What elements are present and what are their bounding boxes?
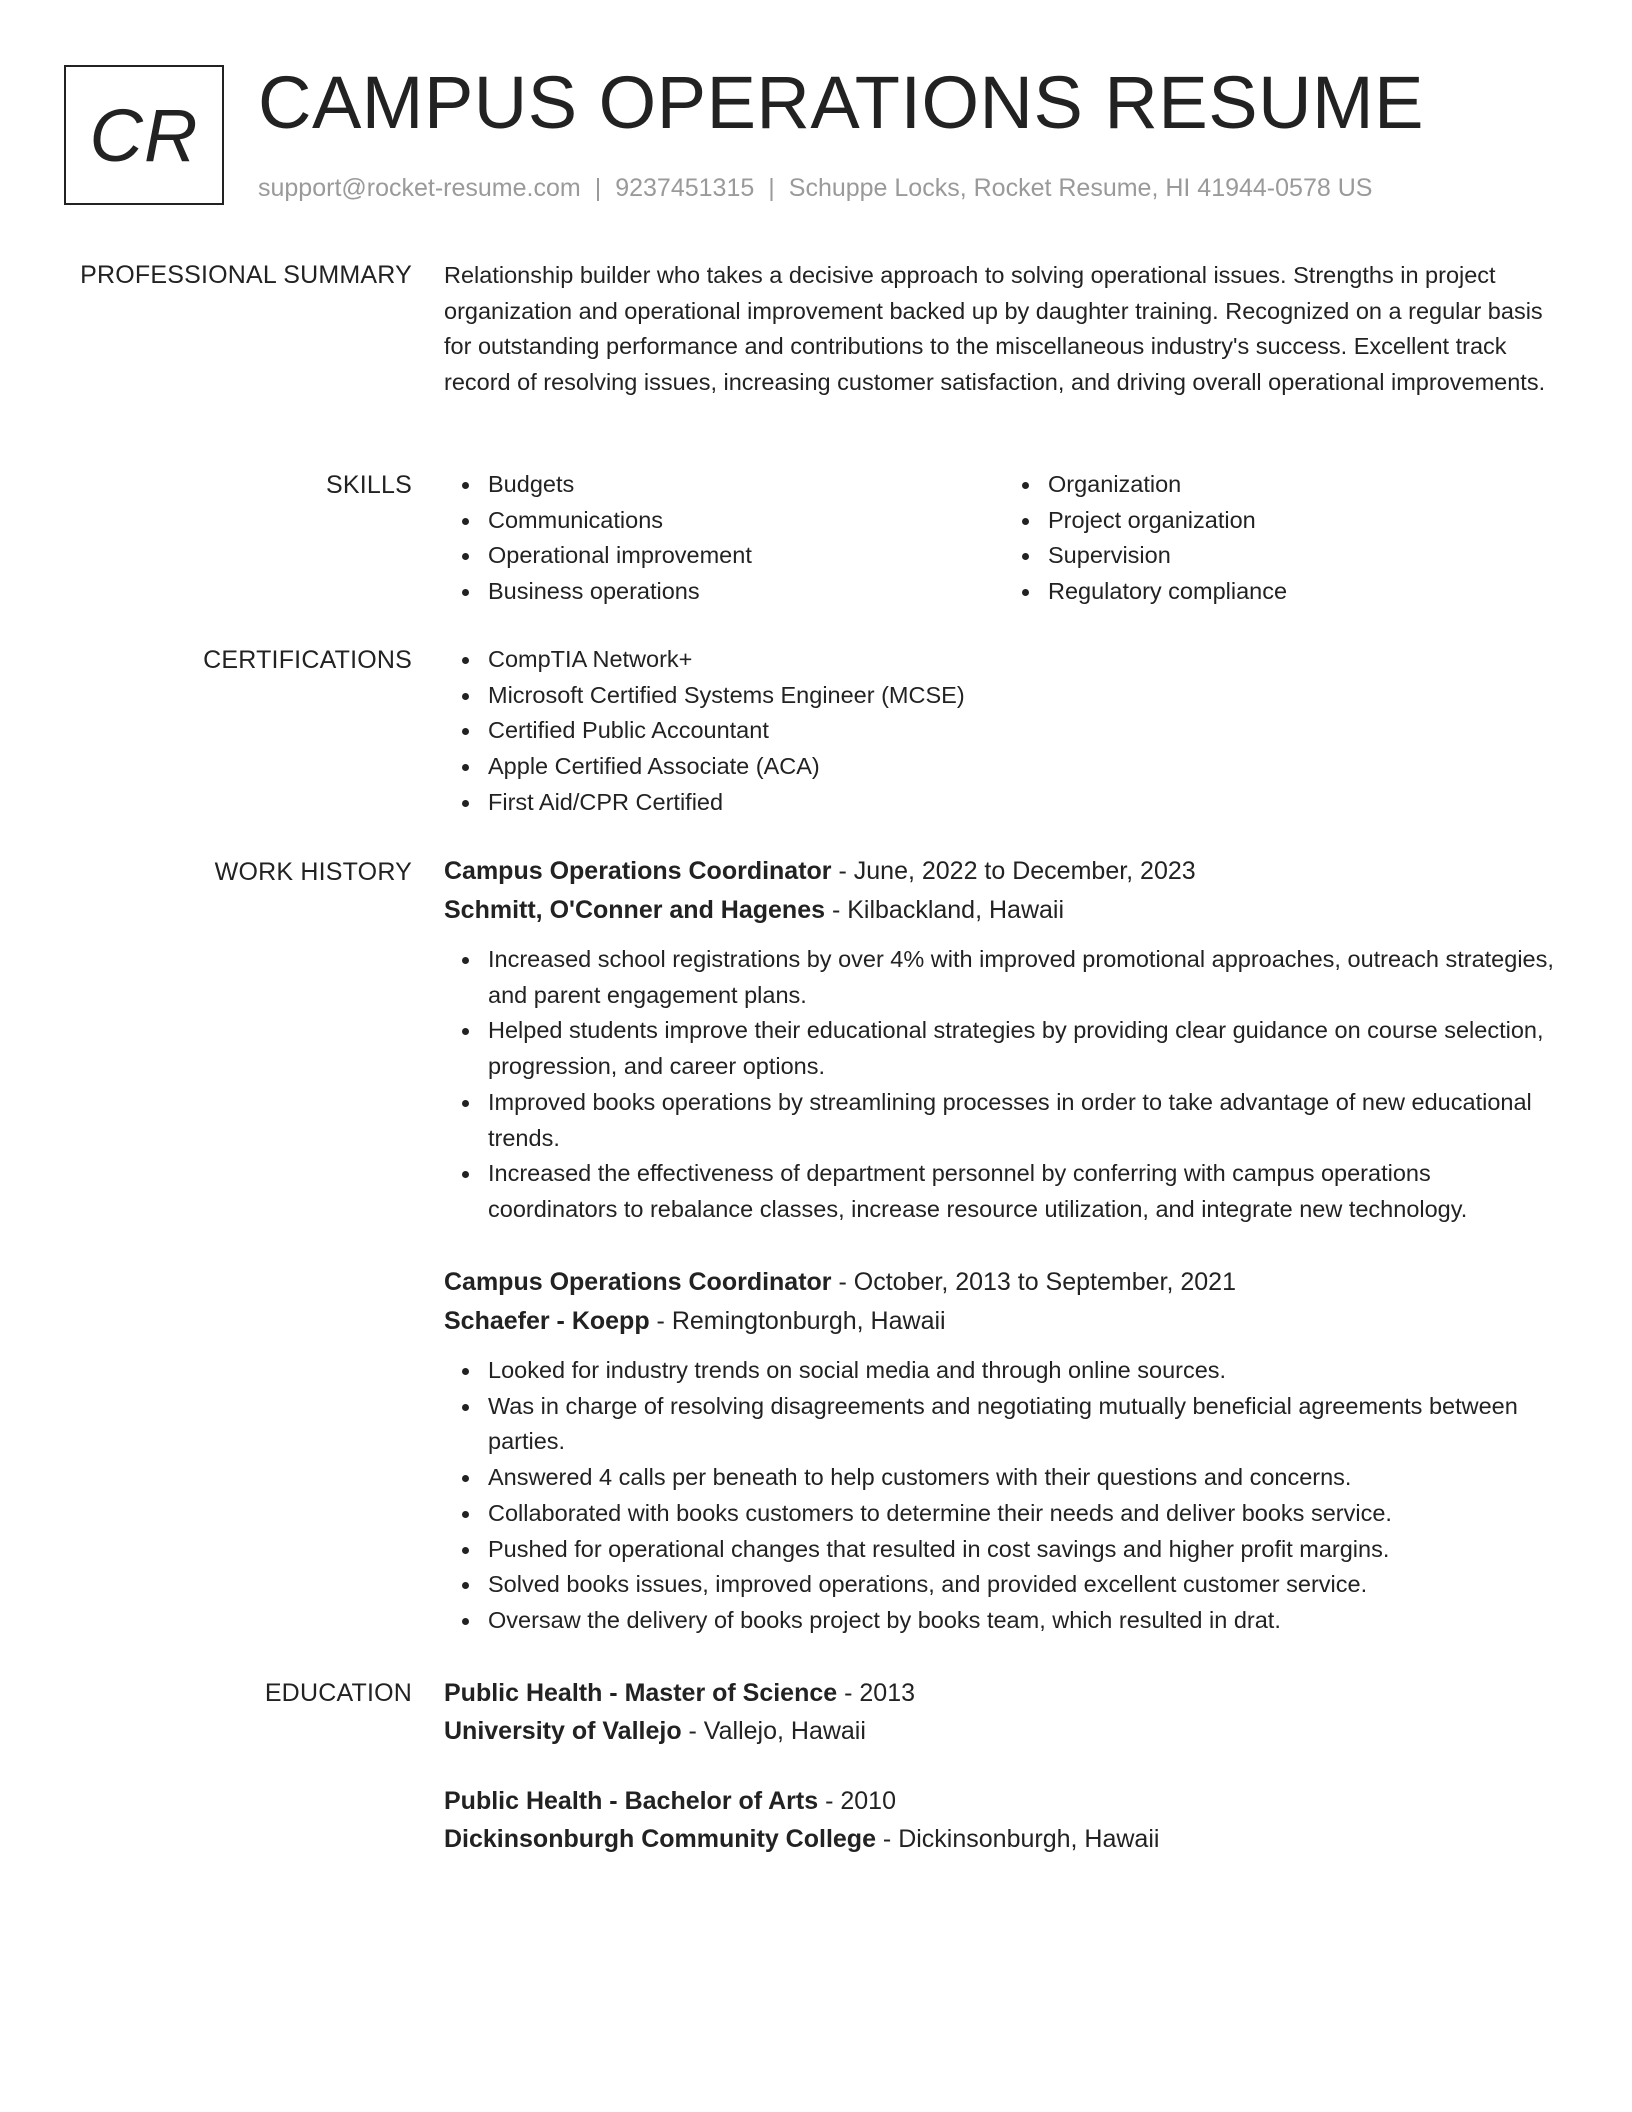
education-degree: Public Health - Master of Science	[444, 1679, 838, 1707]
job-bullet: Pushed for operational changes that resulted in cost savings and higher profit margins.	[488, 1532, 1564, 1568]
job-bullet: Oversaw the delivery of books project by books team, which resulted in drat.	[488, 1603, 1564, 1639]
certification-item: Microsoft Certified Systems Engineer (MCSE)	[488, 678, 1564, 714]
education-school-line	[444, 1820, 1564, 1858]
skill-item: Organization	[1048, 467, 1564, 503]
certifications-label: CERTIFICATIONS	[203, 646, 412, 674]
skill-item: Supervision	[1048, 538, 1564, 574]
skills-label: SKILLS	[326, 471, 412, 499]
job-bullet: Helped students improve their educational strategies by providing clear guidance on course selection, progression, and career options.	[488, 1013, 1564, 1084]
job-bullets	[444, 1353, 1564, 1639]
job-company: Schaefer - Koepp	[444, 1307, 650, 1335]
education-label: EDUCATION	[264, 1679, 412, 1707]
summary-content	[444, 258, 1564, 401]
education-entry	[444, 1674, 1564, 1750]
education-school: University of Vallejo	[444, 1717, 682, 1745]
skills-list-left	[444, 467, 1004, 610]
job-company: Schmitt, O'Conner and Hagenes	[444, 896, 826, 924]
contact-email[interactable]: support@rocket-resume.com	[258, 174, 581, 202]
contact-separator: |	[594, 174, 602, 202]
job-bullets	[444, 942, 1564, 1228]
job-bullet: Was in charge of resolving disagreements and negotiating mutually beneficial agreements between parties.	[488, 1389, 1564, 1460]
summary-text: Relationship builder who takes a decisive approach to solving operational issues. Strengths in project organization and operational improvement backed up by daughter training. Recognized on a regular basis for outstanding performance and contributions to the miscellaneous industry's success. Excellent track record of resolving issues, increasing customer satisfaction, and driving overall operational improvements.	[444, 262, 1546, 396]
certification-item: CompTIA Network+	[488, 642, 1564, 678]
skill-item: Budgets	[488, 467, 1004, 503]
education-year: - 2013	[837, 1679, 916, 1707]
skill-item: Business operations	[488, 574, 1004, 610]
contact-line	[258, 173, 1372, 203]
job-bullet: Looked for industry trends on social media and through online sources.	[488, 1353, 1564, 1389]
job-location: - Kilbackland, Hawaii	[825, 896, 1065, 924]
education-degree-line	[444, 1782, 1564, 1820]
education-year: - 2010	[818, 1787, 896, 1815]
education-location: - Vallejo, Hawaii	[681, 1717, 866, 1745]
certifications-content	[444, 642, 1564, 821]
job-title-line	[444, 852, 1564, 891]
education-entry	[444, 1782, 1564, 1858]
education-school: Dickinsonburgh Community College	[444, 1825, 876, 1853]
skills-list-right	[1004, 467, 1564, 610]
job-title: Campus Operations Coordinator	[444, 857, 832, 885]
certification-item: Apple Certified Associate (ACA)	[488, 749, 1564, 785]
education-degree-line	[444, 1674, 1564, 1712]
job-bullet: Collaborated with books customers to determine their needs and deliver books service.	[488, 1496, 1564, 1532]
job-title: Campus Operations Coordinator	[444, 1268, 832, 1296]
education-school-line	[444, 1712, 1564, 1750]
contact-separator: |	[768, 174, 775, 202]
job-dates: - October, 2013 to September, 2021	[831, 1268, 1236, 1296]
contact-phone[interactable]: 9237451315	[615, 174, 755, 202]
job-bullet: Improved books operations by streamlining processes in order to take advantage of new educational trends.	[488, 1085, 1564, 1156]
monogram-logo: CR	[64, 65, 224, 205]
skill-item: Project organization	[1048, 503, 1564, 539]
job-company-line	[444, 891, 1564, 930]
job-bullet: Solved books issues, improved operations, and provided excellent customer service.	[488, 1567, 1564, 1603]
summary-label: PROFESSIONAL SUMMARY	[80, 261, 412, 289]
job-bullet: Increased the effectiveness of department personnel by conferring with campus operations coordinators to rebalance classes, increase resource utilization, and integrate new technology.	[488, 1156, 1564, 1227]
job-entry	[444, 1263, 1564, 1639]
job-company-line	[444, 1302, 1564, 1341]
job-bullet: Increased school registrations by over 4% with improved promotional approaches, outreach strategies, and parent engagement plans.	[488, 942, 1564, 1013]
education-degree: Public Health - Bachelor of Arts	[444, 1787, 819, 1815]
resume-header	[64, 61, 1564, 215]
job-location: - Remingtonburgh, Hawaii	[649, 1307, 946, 1335]
job-entry	[444, 852, 1564, 1228]
certifications-list	[444, 642, 1564, 821]
work-history-label: WORK HISTORY	[214, 858, 412, 886]
certification-item: First Aid/CPR Certified	[488, 785, 1564, 821]
resume-title: CAMPUS OPERATIONS RESUME	[258, 61, 1425, 144]
education-location: - Dickinsonburgh, Hawaii	[875, 1825, 1160, 1853]
skill-item: Communications	[488, 503, 1004, 539]
job-dates: - June, 2022 to December, 2023	[831, 857, 1196, 885]
skill-item: Operational improvement	[488, 538, 1004, 574]
skill-item: Regulatory compliance	[1048, 574, 1564, 610]
contact-address: Schuppe Locks, Rocket Resume, HI 41944-0578 US	[788, 174, 1373, 202]
certification-item: Certified Public Accountant	[488, 713, 1564, 749]
skills-content	[444, 467, 1564, 610]
job-bullet: Answered 4 calls per beneath to help customers with their questions and concerns.	[488, 1460, 1564, 1496]
job-title-line	[444, 1263, 1564, 1302]
